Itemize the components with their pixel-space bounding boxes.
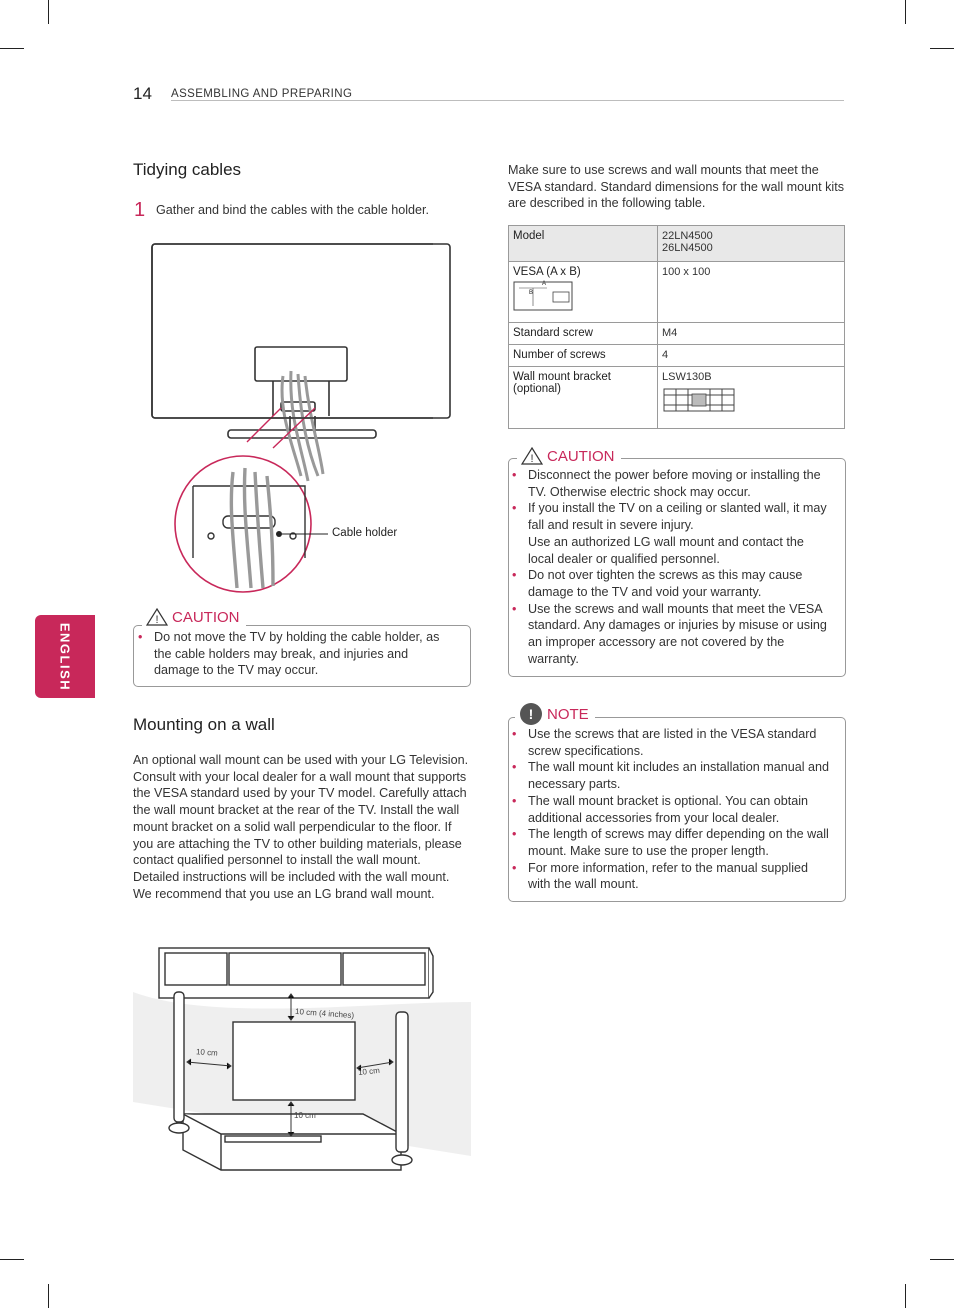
clearance-label-bottom: 10 cm bbox=[294, 1111, 316, 1120]
header-rule bbox=[171, 100, 844, 101]
table-cell-label: Number of screws bbox=[509, 345, 658, 367]
mounting-title: Mounting on a wall bbox=[133, 715, 275, 734]
table-cell-label: Standard screw bbox=[509, 323, 658, 345]
table-cell-value: 100 x 100 bbox=[658, 262, 845, 323]
table-cell-label: Model bbox=[509, 226, 658, 262]
language-tab-label: ENGLISH bbox=[57, 622, 73, 691]
page-number: 14 bbox=[133, 84, 152, 103]
warning-icon bbox=[521, 447, 543, 465]
list-item: • Use the screws that are listed in the VESA standard screw specifications. bbox=[508, 726, 833, 759]
vesa-icon-b-label: B bbox=[529, 290, 534, 296]
clearance-label-right: 10 cm bbox=[357, 1065, 381, 1078]
wall-mount-clearance-illustration bbox=[133, 942, 471, 1172]
svg-text:!: ! bbox=[528, 706, 534, 722]
caution-label: CAUTION bbox=[547, 447, 615, 465]
list-item: • If you install the TV on a ceiling or slanted wall, it may fall and result in severe injury. Use an authorized LG wall mount and contact the local dealer or qualified personnel. bbox=[508, 500, 833, 567]
note-label: NOTE bbox=[547, 705, 589, 723]
crop-mark bbox=[930, 48, 954, 49]
vesa-icon-a-label: A bbox=[542, 281, 547, 287]
warning-icon bbox=[146, 608, 168, 626]
table-row bbox=[509, 345, 845, 367]
tidying-cables-title: Tidying cables bbox=[133, 160, 242, 179]
cable-holder-label: Cable holder bbox=[332, 527, 398, 539]
table-cell-value: 4 bbox=[658, 345, 845, 367]
svg-text:!: ! bbox=[530, 453, 534, 465]
list-item: • Do not move the TV by holding the cable holder, as the cable holders may break, and injuries and damage to the TV may occur. bbox=[134, 629, 454, 679]
clearance-label-top: 10 cm (4 inches) bbox=[294, 1006, 355, 1021]
crop-mark bbox=[0, 1259, 24, 1260]
note-list bbox=[508, 726, 833, 893]
table-row bbox=[509, 262, 845, 323]
vesa-intro: Make sure to use screws and wall mounts that meet the VESA standard. Standard dimensions for the wall mount kits are described in the following table. bbox=[508, 163, 845, 211]
crop-mark bbox=[905, 0, 906, 24]
note-icon bbox=[519, 702, 543, 726]
list-item: • The wall mount bracket is optional. You can obtain additional accessories from your local dealer. bbox=[508, 793, 833, 826]
vesa-spec-table bbox=[508, 225, 845, 429]
list-item: • Do not over tighten the screws as this may cause damage to the TV and void your warranty. bbox=[508, 567, 833, 600]
crop-mark bbox=[0, 48, 24, 49]
note-heading bbox=[515, 702, 595, 726]
step-text: Gather and bind the cables with the cable holder. bbox=[156, 203, 430, 217]
mounting-paragraph: An optional wall mount can be used with your LG Television. Consult with your local dealer for a wall mount that supports the VESA standard used by your TV model. Carefully attach the wall mount bracket at the rear of the TV. Install the wall mount bracket on a solid wall perpendicular to the floor. If you are attaching the TV to other building materials, please contact qualified personnel to install the wall mount. Detailed instructions will be included with the wall mount. We recommend that you use an LG brand wall mount. bbox=[133, 753, 469, 901]
section-title: ASSEMBLING AND PREPARING bbox=[171, 88, 353, 100]
table-cell-value: LSW130B bbox=[662, 371, 712, 383]
caution-list-wall-mount bbox=[508, 467, 833, 667]
caution-list-tidying bbox=[134, 629, 454, 679]
table-row bbox=[509, 367, 845, 429]
list-item: • For more information, refer to the manual supplied with the wall mount. bbox=[508, 860, 833, 893]
list-item: • Disconnect the power before moving or installing the TV. Otherwise electric shock may occur. bbox=[508, 467, 833, 500]
crop-mark bbox=[930, 1259, 954, 1260]
crop-mark bbox=[48, 1284, 49, 1308]
table-row bbox=[509, 323, 845, 345]
caution-label: CAUTION bbox=[172, 608, 240, 626]
tv-back-outline bbox=[150, 242, 452, 422]
list-item: • The length of screws may differ depending on the wall mount. Make sure to use the proper length. bbox=[508, 826, 833, 859]
table-row bbox=[509, 226, 845, 262]
caution-heading bbox=[142, 608, 246, 626]
table-cell-label: VESA (A x B) bbox=[513, 266, 581, 278]
clearance-label-left: 10 cm bbox=[195, 1047, 219, 1058]
caution-heading-right bbox=[517, 447, 621, 465]
step-number: 1 bbox=[134, 199, 146, 221]
list-item: • Use the screws and wall mounts that meet the VESA standard. Any damages or injuries by misuse or using an improper accessory are not covered by the warranty. bbox=[508, 601, 833, 668]
crop-mark bbox=[48, 0, 49, 24]
table-cell-label: Wall mount bracket (optional) bbox=[509, 367, 658, 429]
vesa-dimension-icon bbox=[513, 278, 575, 312]
svg-text:!: ! bbox=[155, 614, 159, 626]
list-item: • The wall mount kit includes an installation manual and necessary parts. bbox=[508, 759, 833, 792]
table-cell-value: 22LN4500 26LN4500 bbox=[658, 226, 845, 262]
crop-mark bbox=[905, 1284, 906, 1308]
wall-bracket-icon bbox=[662, 386, 736, 414]
language-tab bbox=[35, 615, 95, 698]
table-cell-value: M4 bbox=[658, 323, 845, 345]
